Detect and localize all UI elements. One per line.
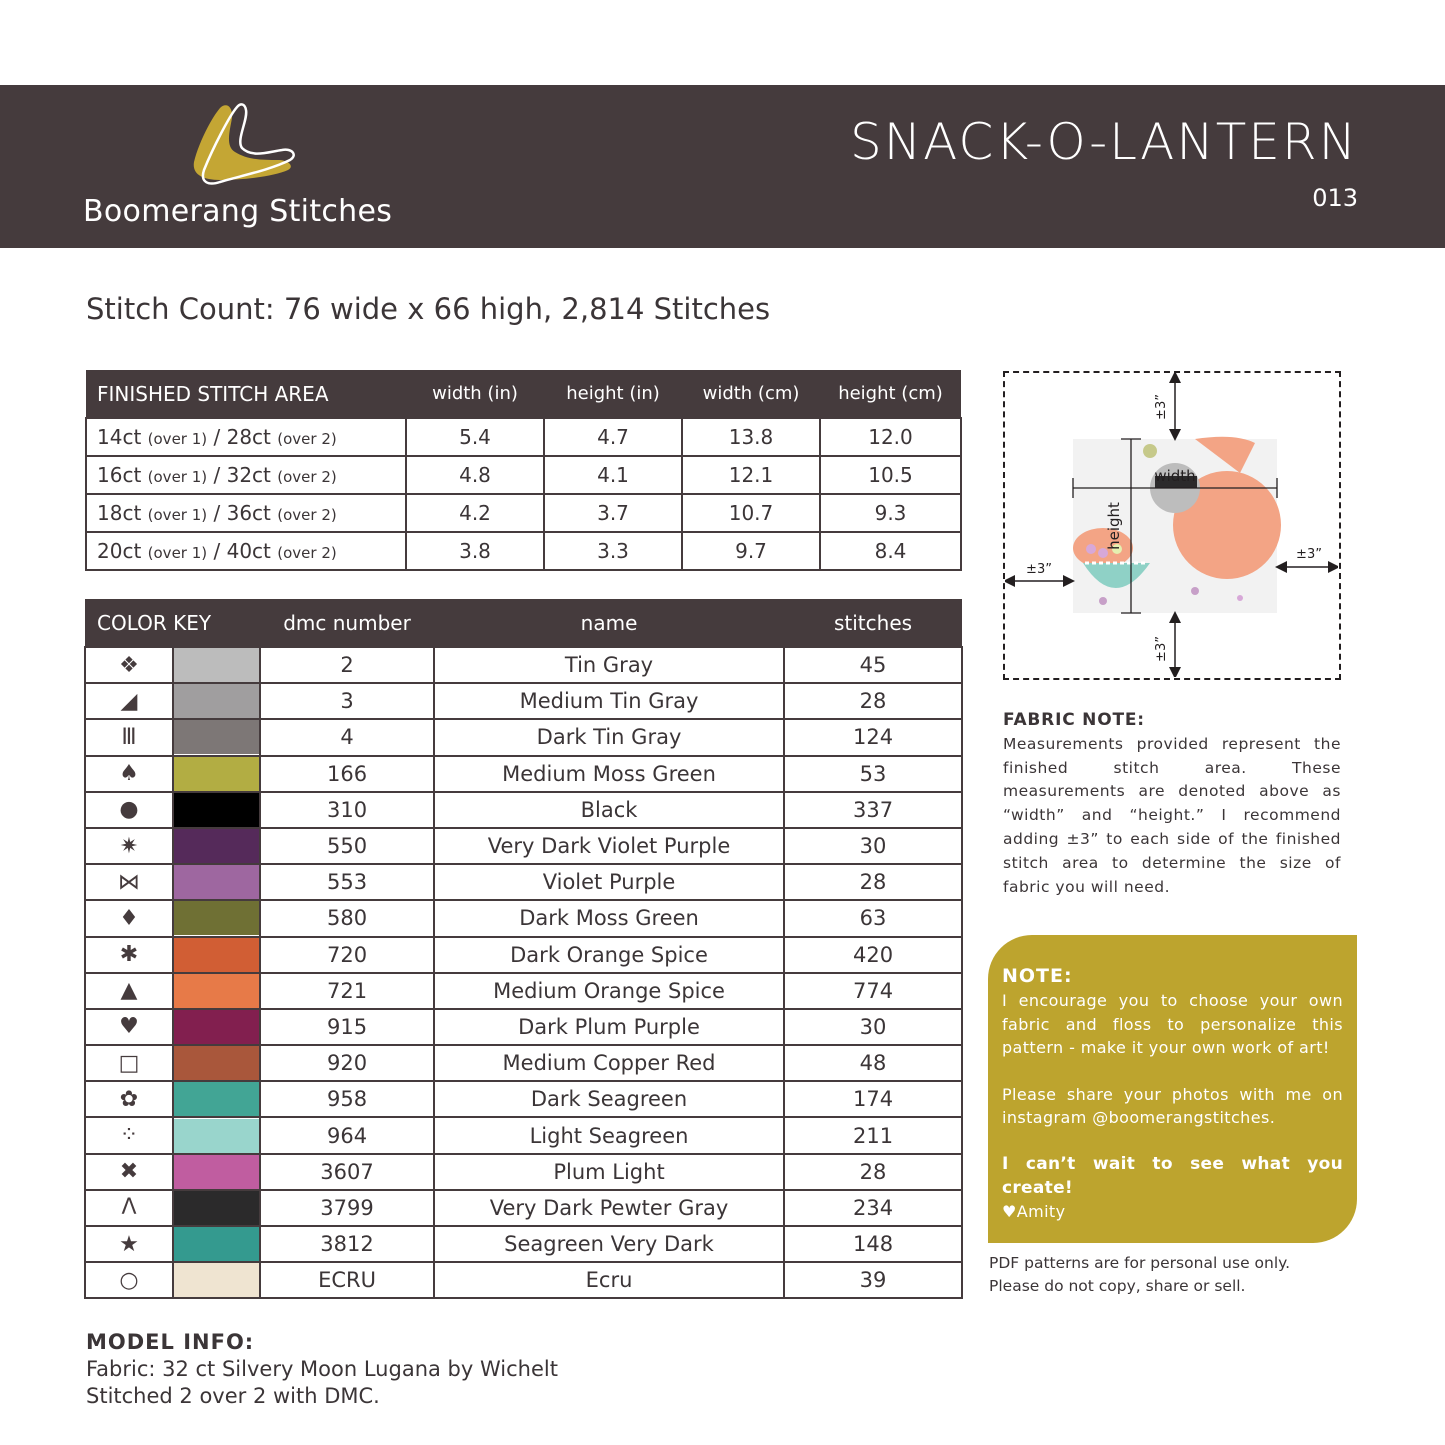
height-cm-cell: 8.4: [820, 532, 961, 570]
color-key-header-row: [85, 599, 962, 647]
over-2-label: (over 2): [277, 430, 337, 448]
over-1-label: (over 1): [147, 430, 208, 448]
dmc-number-cell: 553: [260, 864, 434, 900]
width-cm-cell: 10.7: [682, 494, 820, 532]
col-header-height-in: height (in): [544, 370, 682, 418]
color-name-cell: Very Dark Pewter Gray: [434, 1190, 784, 1226]
dmc-number-cell: 3607: [260, 1154, 434, 1190]
stitches-cell: 28: [784, 683, 962, 719]
stitches-cell: 39: [784, 1262, 962, 1298]
asterisk-symbol: ✱: [85, 937, 173, 973]
color-swatch: [174, 1155, 259, 1189]
dmc-number-cell: 3799: [260, 1190, 434, 1226]
stitches-cell: 148: [784, 1226, 962, 1262]
color-key-row: [85, 828, 962, 864]
color-name-cell: Dark Orange Spice: [434, 937, 784, 973]
dmc-number-cell: 920: [260, 1045, 434, 1081]
model-info-stitched: Stitched 2 over 2 with DMC.: [86, 1384, 380, 1408]
color-key-table: [84, 599, 963, 1299]
color-name-cell: Black: [434, 792, 784, 828]
model-info-heading: MODEL INFO:: [86, 1330, 255, 1354]
stitches-cell: 234: [784, 1190, 962, 1226]
dmc-number-cell: ECRU: [260, 1262, 434, 1298]
color-swatch-cell: [173, 1081, 260, 1117]
width-cm-cell: 13.8: [682, 418, 820, 456]
fabric-size-diagram-svg: [1005, 373, 1338, 677]
quarter-fan-symbol: ◢: [85, 683, 173, 719]
finished-area-row: [86, 456, 961, 494]
dmc-number-cell: 166: [260, 756, 434, 792]
fabric-note-body: Measurements provided represent the finished stitch area. These measurements are denoted above as “width” and “height.” I recommend adding ±3” to each side of the finished stitch area to determine the size of fabric you will need.: [1003, 734, 1341, 896]
fabric-count-cell: [86, 494, 406, 532]
width-in-cell: 4.8: [406, 456, 544, 494]
color-swatch: [174, 901, 259, 935]
color-swatch: [174, 1227, 259, 1261]
count-over-2: 32ct: [226, 463, 271, 487]
note-paragraph-personalize: I encourage you to choose your own fabric and floss to personalize this pattern - make it your own work of art!: [1002, 991, 1343, 1058]
count-over-1: 20ct: [97, 539, 142, 563]
height-cm-cell: 12.0: [820, 418, 961, 456]
color-swatch: [174, 793, 259, 827]
color-key-row: [85, 792, 962, 828]
over-1-label: (over 1): [147, 544, 208, 562]
color-key-row: [85, 683, 962, 719]
stitches-cell: 28: [784, 1154, 962, 1190]
color-swatch: [174, 1191, 259, 1225]
finished-area-table: [85, 370, 962, 571]
fabric-count-cell: [86, 418, 406, 456]
color-key-row: [85, 1262, 962, 1298]
height-in-cell: 3.3: [544, 532, 682, 570]
height-cm-cell: 10.5: [820, 456, 961, 494]
color-swatch-cell: [173, 1009, 260, 1045]
stitches-cell: 45: [784, 647, 962, 683]
color-name-cell: Dark Plum Purple: [434, 1009, 784, 1045]
count-separator: /: [213, 501, 221, 525]
color-swatch-cell: [173, 900, 260, 936]
count-separator: /: [213, 539, 221, 563]
four-diamonds-symbol: ❖: [85, 647, 173, 683]
count-over-2: 40ct: [226, 539, 271, 563]
fabric-count-cell: [86, 532, 406, 570]
count-separator: /: [213, 463, 221, 487]
col-header-width-cm: width (cm): [682, 370, 820, 418]
color-swatch: [174, 865, 259, 899]
over-2-label: (over 2): [277, 506, 337, 524]
finished-area-row: [86, 494, 961, 532]
color-swatch-cell: [173, 1045, 260, 1081]
color-name-cell: Plum Light: [434, 1154, 784, 1190]
color-swatch: [174, 1119, 259, 1153]
stitches-cell: 30: [784, 1009, 962, 1045]
color-swatch-cell: [173, 792, 260, 828]
count-over-1: 14ct: [97, 425, 142, 449]
dmc-number-cell: 580: [260, 900, 434, 936]
stitch-count-value: 76 wide x 66 high, 2,814 Stitches: [283, 292, 771, 326]
dmc-number-cell: 720: [260, 937, 434, 973]
dmc-number-cell: 958: [260, 1081, 434, 1117]
dmc-number-cell: 3812: [260, 1226, 434, 1262]
color-swatch: [174, 684, 259, 718]
color-name-cell: Medium Copper Red: [434, 1045, 784, 1081]
count-over-2: 28ct: [226, 425, 271, 449]
over-1-label: (over 1): [147, 468, 208, 486]
stitches-cell: 30: [784, 828, 962, 864]
height-cm-cell: 9.3: [820, 494, 961, 532]
stitch-count-label: Stitch Count:: [86, 292, 275, 326]
dmc-number-cell: 721: [260, 973, 434, 1009]
col-header-width-in: width (in): [406, 370, 544, 418]
pattern-title: SNACK-O-LANTERN: [849, 113, 1358, 171]
pdf-usage-note: [989, 1252, 1290, 1298]
color-key-heading: COLOR KEY: [85, 599, 260, 647]
color-swatch: [174, 1263, 259, 1297]
heart-symbol: ♥: [85, 1009, 173, 1045]
fabric-count-cell: [86, 456, 406, 494]
color-name-cell: Very Dark Violet Purple: [434, 828, 784, 864]
color-key-row: [85, 756, 962, 792]
stitches-cell: 48: [784, 1045, 962, 1081]
color-swatch: [174, 720, 259, 754]
top-margin-label: ±3”: [1154, 394, 1169, 420]
color-swatch: [174, 974, 259, 1008]
fabric-note: [1003, 709, 1341, 899]
color-name-cell: Light Seagreen: [434, 1117, 784, 1153]
color-key-row: [85, 864, 962, 900]
over-1-label: (over 1): [147, 506, 208, 524]
count-separator: /: [213, 425, 221, 449]
fabric-note-heading: FABRIC NOTE:: [1003, 710, 1145, 730]
width-cm-cell: 9.7: [682, 532, 820, 570]
color-key-row: [85, 900, 962, 936]
note-paragraph-closing: I can’t wait to see what you create!: [1002, 1153, 1343, 1198]
color-swatch-cell: [173, 828, 260, 864]
dmc-number-cell: 2: [260, 647, 434, 683]
stitches-cell: 63: [784, 900, 962, 936]
width-in-cell: 4.2: [406, 494, 544, 532]
dmc-number-cell: 310: [260, 792, 434, 828]
finished-area-row: [86, 418, 961, 456]
note-signature: ♥Amity: [1002, 1202, 1066, 1222]
mushroom-symbol: ♠: [85, 756, 173, 792]
boomerang-logo: [190, 100, 300, 190]
dmc-number-cell: 964: [260, 1117, 434, 1153]
dmc-number-cell: 3: [260, 683, 434, 719]
color-swatch-cell: [173, 864, 260, 900]
flower-symbol: ✿: [85, 1081, 173, 1117]
color-swatch-cell: [173, 1262, 260, 1298]
star-symbol: ★: [85, 1226, 173, 1262]
dots-symbol: ⁘: [85, 1117, 173, 1153]
col-header-stitches: stitches: [784, 599, 962, 647]
col-header-name: name: [434, 599, 784, 647]
x-mark-symbol: ✖: [85, 1154, 173, 1190]
color-key-row: [85, 1154, 962, 1190]
width-label: width: [1154, 467, 1196, 485]
color-name-cell: Ecru: [434, 1262, 784, 1298]
stitches-cell: 774: [784, 973, 962, 1009]
color-swatch: [174, 1010, 259, 1044]
bowtie-symbol: ⋈: [85, 864, 173, 900]
stitches-cell: 174: [784, 1081, 962, 1117]
over-2-label: (over 2): [277, 544, 337, 562]
color-key-row: [85, 1226, 962, 1262]
eight-point-star-symbol: ✷: [85, 828, 173, 864]
color-name-cell: Dark Moss Green: [434, 900, 784, 936]
pdf-note-line2: Please do not copy, share or sell.: [989, 1277, 1246, 1295]
color-key-row: [85, 1081, 962, 1117]
color-key-row: [85, 1190, 962, 1226]
color-key-row: [85, 937, 962, 973]
height-label: height: [1105, 502, 1123, 550]
stitches-cell: 124: [784, 719, 962, 755]
chevron-up-symbol: Λ: [85, 1190, 173, 1226]
height-in-cell: 4.7: [544, 418, 682, 456]
width-in-cell: 3.8: [406, 532, 544, 570]
finished-area-row: [86, 532, 961, 570]
color-name-cell: Seagreen Very Dark: [434, 1226, 784, 1262]
open-square-symbol: □: [85, 1045, 173, 1081]
model-info-fabric: Fabric: 32 ct Silvery Moon Lugana by Wichelt: [86, 1357, 558, 1381]
color-key-row: [85, 647, 962, 683]
left-margin-label: ±3”: [1026, 562, 1052, 577]
dmc-number-cell: 915: [260, 1009, 434, 1045]
color-key-row: [85, 719, 962, 755]
color-name-cell: Dark Tin Gray: [434, 719, 784, 755]
note-paragraph-instagram: Please share your photos with me on instagram @boomerangstitches.: [1002, 1084, 1343, 1128]
color-swatch: [174, 1082, 259, 1116]
brand-name: Boomerang Stitches: [83, 194, 393, 229]
note-box: [988, 935, 1357, 1243]
color-swatch-cell: [173, 937, 260, 973]
pattern-number: 013: [1312, 184, 1358, 212]
finished-area-heading: FINISHED STITCH AREA: [86, 370, 406, 418]
stitch-count: [86, 292, 770, 326]
height-in-cell: 3.7: [544, 494, 682, 532]
dmc-number-cell: 550: [260, 828, 434, 864]
color-swatch-cell: [173, 647, 260, 683]
color-name-cell: Medium Moss Green: [434, 756, 784, 792]
color-swatch: [174, 1046, 259, 1080]
color-name-cell: Tin Gray: [434, 647, 784, 683]
color-key-row: [85, 973, 962, 1009]
dmc-number-cell: 4: [260, 719, 434, 755]
count-over-2: 36ct: [226, 501, 271, 525]
width-in-cell: 5.4: [406, 418, 544, 456]
color-key-row: [85, 1045, 962, 1081]
color-swatch: [174, 648, 259, 682]
stitches-cell: 28: [784, 864, 962, 900]
color-swatch-cell: [173, 756, 260, 792]
finished-area-header-row: [86, 370, 961, 418]
col-header-dmc: dmc number: [260, 599, 434, 647]
count-over-1: 16ct: [97, 463, 142, 487]
color-swatch-cell: [173, 1226, 260, 1262]
model-info: [86, 1329, 558, 1410]
color-swatch-cell: [173, 1190, 260, 1226]
color-name-cell: Violet Purple: [434, 864, 784, 900]
stitches-cell: 211: [784, 1117, 962, 1153]
width-cm-cell: 12.1: [682, 456, 820, 494]
color-swatch: [174, 938, 259, 972]
color-name-cell: Medium Orange Spice: [434, 973, 784, 1009]
color-swatch: [174, 757, 259, 791]
three-bars-symbol: Ⅲ: [85, 719, 173, 755]
fabric-size-diagram: [1003, 371, 1341, 680]
color-swatch-cell: [173, 973, 260, 1009]
color-key-row: [85, 1009, 962, 1045]
height-in-cell: 4.1: [544, 456, 682, 494]
color-swatch-cell: [173, 683, 260, 719]
pdf-note-line1: PDF patterns are for personal use only.: [989, 1254, 1291, 1272]
col-header-height-cm: height (cm): [820, 370, 961, 418]
right-margin-label: ±3”: [1296, 547, 1322, 562]
color-key-row: [85, 1117, 962, 1153]
stitches-cell: 337: [784, 792, 962, 828]
note-heading: NOTE:: [1002, 965, 1073, 987]
stitches-cell: 420: [784, 937, 962, 973]
stitches-cell: 53: [784, 756, 962, 792]
over-2-label: (over 2): [277, 468, 337, 486]
filled-circle-symbol: ●: [85, 792, 173, 828]
bottom-margin-label: ±3”: [1154, 636, 1169, 662]
color-swatch-cell: [173, 1154, 260, 1190]
triangle-symbol: ▲: [85, 973, 173, 1009]
color-swatch: [174, 829, 259, 863]
color-swatch-cell: [173, 1117, 260, 1153]
count-over-1: 18ct: [97, 501, 142, 525]
color-name-cell: Dark Seagreen: [434, 1081, 784, 1117]
color-name-cell: Medium Tin Gray: [434, 683, 784, 719]
open-circle-symbol: ○: [85, 1262, 173, 1298]
diamond-symbol: ♦: [85, 900, 173, 936]
color-swatch-cell: [173, 719, 260, 755]
